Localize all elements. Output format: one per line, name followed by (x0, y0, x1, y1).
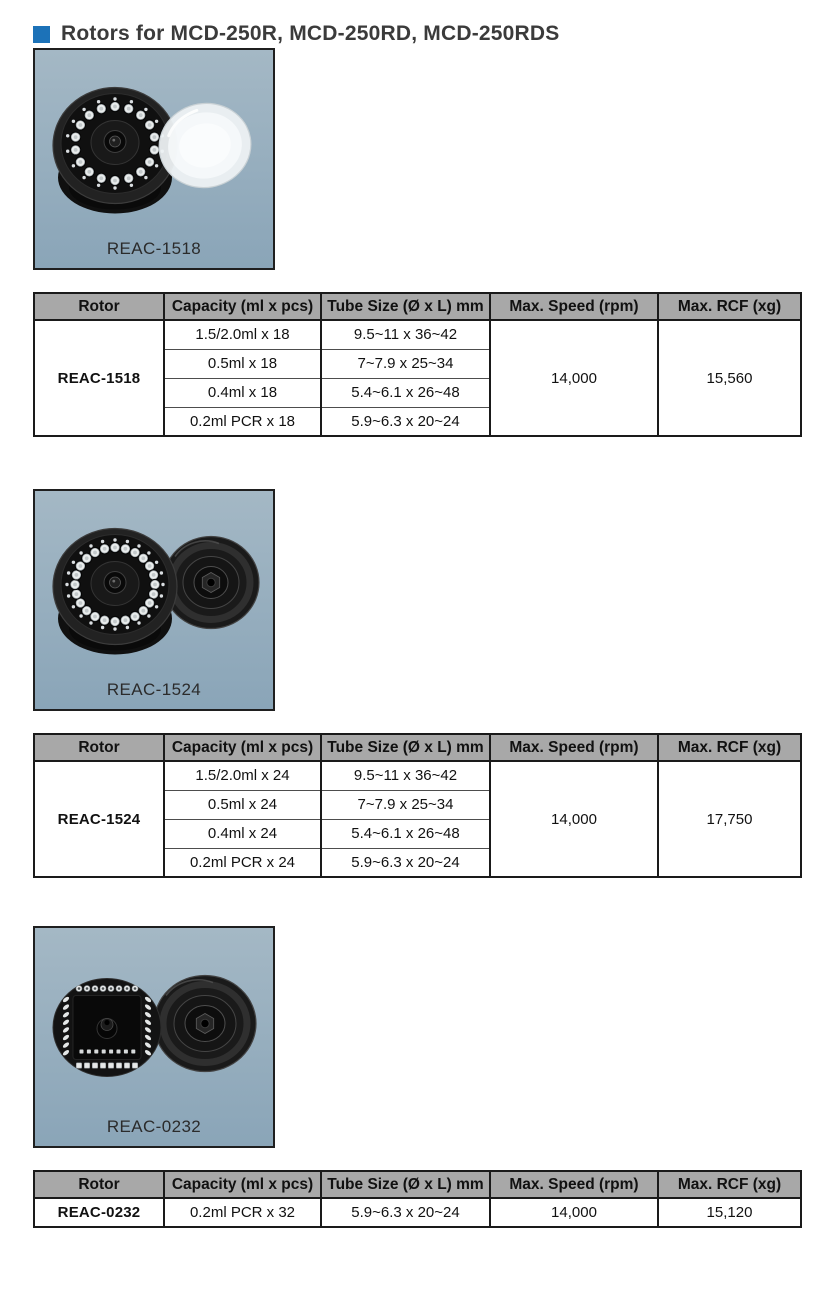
cell-max-speed: 14,000 (490, 761, 658, 877)
product-image-panel (33, 489, 275, 711)
cell-tube-size: 9.5~11 x 36~42 (321, 320, 490, 349)
rotor-illustration (35, 50, 273, 239)
cell-capacity: 0.2ml PCR x 18 (164, 407, 321, 436)
cell-capacity: 0.5ml x 24 (164, 790, 321, 819)
spec-table (33, 733, 802, 878)
cell-max-rcf: 17,750 (658, 761, 801, 877)
product-label: REAC-1518 (106, 239, 202, 258)
cell-capacity: 0.4ml x 18 (164, 378, 321, 407)
cell-max-rcf: 15,120 (658, 1198, 801, 1227)
col-header-capacity: Capacity (ml x pcs) (164, 1171, 321, 1198)
cell-rotor-model: REAC-0232 (34, 1198, 164, 1227)
cell-capacity: 0.2ml PCR x 32 (164, 1198, 321, 1227)
page-title: Rotors for MCD-250R, MCD-250RD, MCD-250RDS (61, 22, 560, 45)
product-image-panel (33, 926, 275, 1148)
col-header-rotor: Rotor (34, 734, 164, 761)
col-header-capacity: Capacity (ml x pcs) (164, 293, 321, 320)
col-header-capacity: Capacity (ml x pcs) (164, 734, 321, 761)
product-section (33, 48, 830, 437)
table-header-row (34, 1171, 801, 1198)
table-row (34, 761, 801, 790)
cell-max-rcf: 15,560 (658, 320, 801, 436)
cell-tube-size: 5.4~6.1 x 26~48 (321, 378, 490, 407)
col-header-max-rcf: Max. RCF (xg) (658, 734, 801, 761)
title-bullet-icon (33, 26, 50, 43)
cell-tube-size: 5.4~6.1 x 26~48 (321, 819, 490, 848)
col-header-max-speed: Max. Speed (rpm) (490, 1171, 658, 1198)
col-header-max-rcf: Max. RCF (xg) (658, 1171, 801, 1198)
cell-capacity: 1.5/2.0ml x 24 (164, 761, 321, 790)
col-header-tube-size: Tube Size (Ø x L) mm (321, 734, 490, 761)
rotor-illustration (35, 928, 273, 1117)
cell-rotor-model: REAC-1518 (34, 320, 164, 436)
cell-capacity: 1.5/2.0ml x 18 (164, 320, 321, 349)
col-header-rotor: Rotor (34, 1171, 164, 1198)
page-header (33, 0, 830, 45)
product-section (33, 926, 830, 1228)
cell-tube-size: 5.9~6.3 x 20~24 (321, 1198, 490, 1227)
col-header-tube-size: Tube Size (Ø x L) mm (321, 1171, 490, 1198)
col-header-max-rcf: Max. RCF (xg) (658, 293, 801, 320)
rotor-illustration (35, 491, 273, 680)
cell-rotor-model: REAC-1524 (34, 761, 164, 877)
col-header-max-speed: Max. Speed (rpm) (490, 293, 658, 320)
table-header-row (34, 293, 801, 320)
cell-capacity: 0.4ml x 24 (164, 819, 321, 848)
col-header-tube-size: Tube Size (Ø x L) mm (321, 293, 490, 320)
table-header-row (34, 734, 801, 761)
cell-max-speed: 14,000 (490, 1198, 658, 1227)
product-image-panel (33, 48, 275, 270)
col-header-max-speed: Max. Speed (rpm) (490, 734, 658, 761)
col-header-rotor: Rotor (34, 293, 164, 320)
cell-tube-size: 7~7.9 x 25~34 (321, 790, 490, 819)
spec-table (33, 292, 802, 437)
product-label: REAC-1524 (106, 680, 202, 699)
table-row (34, 1198, 801, 1227)
spec-table (33, 1170, 802, 1228)
cell-capacity: 0.5ml x 18 (164, 349, 321, 378)
product-label: REAC-0232 (106, 1117, 202, 1136)
cell-max-speed: 14,000 (490, 320, 658, 436)
table-row (34, 320, 801, 349)
cell-capacity: 0.2ml PCR x 24 (164, 848, 321, 877)
cell-tube-size: 5.9~6.3 x 20~24 (321, 848, 490, 877)
product-section (33, 489, 830, 878)
cell-tube-size: 7~7.9 x 25~34 (321, 349, 490, 378)
cell-tube-size: 5.9~6.3 x 20~24 (321, 407, 490, 436)
cell-tube-size: 9.5~11 x 36~42 (321, 761, 490, 790)
